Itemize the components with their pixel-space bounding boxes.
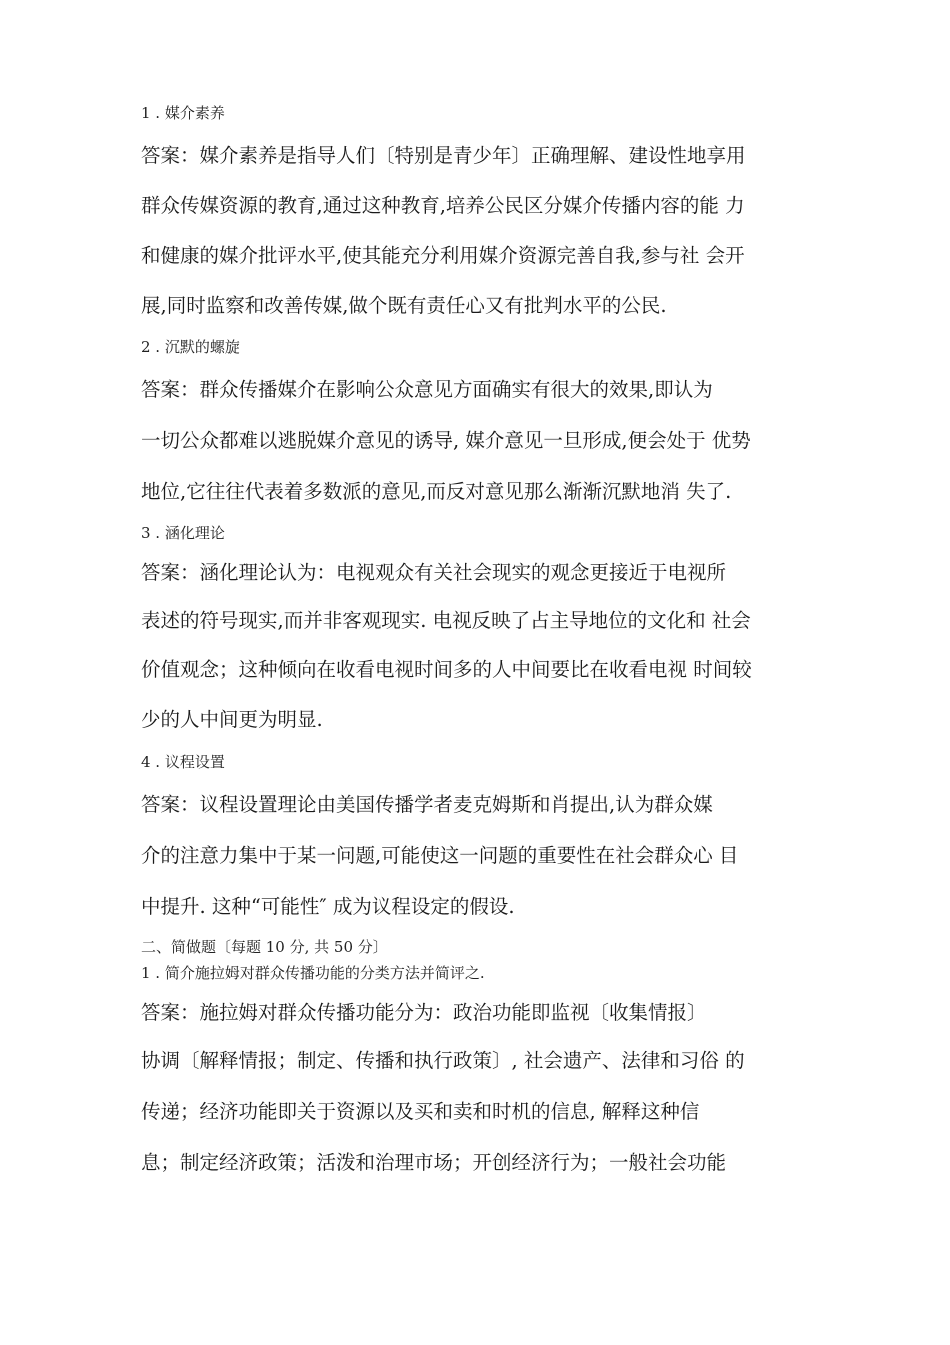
answer-line: 价值观念；这种倾向在收看电视时间多的人中间要比在收看电视 时间较 — [141, 658, 752, 681]
answer-line: 少的人中间更为明显. — [141, 708, 323, 731]
answer-line: 群众传媒资源的教育,通过这种教育,培养公民区分媒介传播内容的能 力 — [141, 194, 745, 217]
answer-line: 答案：议程设置理论由美国传播学者麦克姆斯和肖提出,认为群众媒 — [141, 793, 713, 816]
answer-line: 答案：涵化理论认为：电视观众有关社会现实的观念更接近于电视所 — [141, 561, 727, 584]
section-heading-short-answer: 二、简做题〔每题 10 分, 共 50 分〕 — [141, 938, 388, 956]
answer-line: 表述的符号现实,而并非客观现实. 电视反映了占主导地位的文化和 社会 — [141, 609, 751, 632]
answer-line: 介的注意力集中于某一问题,可能使这一问题的重要性在社会群众心 目 — [141, 844, 739, 867]
term-heading-cultivation-theory: 3 . 涵化理论 — [141, 524, 225, 542]
term-heading-agenda-setting: 4 . 议程设置 — [141, 753, 225, 771]
answer-line: 答案：媒介素养是指导人们〔特别是青少年〕正确理解、建设性地享用 — [141, 144, 746, 167]
answer-line: 答案：施拉姆对群众传播功能分为：政治功能即监视〔收集情报〕 — [141, 1001, 707, 1024]
answer-line: 一切公众都难以逃脱媒介意见的诱导, 媒介意见一旦形成,便会处于 优势 — [141, 429, 751, 452]
answer-line: 传递；经济功能即关于资源以及买和卖和时机的信息, 解释这种信 — [141, 1100, 700, 1123]
question-heading-schramm: 1 . 简介施拉姆对群众传播功能的分类方法并简评之. — [141, 964, 485, 982]
answer-line: 中提升. 这种“可能性″ 成为议程设定的假设. — [141, 895, 515, 918]
answer-line: 地位,它往往代表着多数派的意见,而反对意见那么渐渐沉默地消 失了. — [141, 480, 732, 503]
answer-line: 和健康的媒介批评水平,使其能充分利用媒介资源完善自我,参与社 会开 — [141, 244, 745, 267]
answer-line: 答案：群众传播媒介在影响公众意见方面确实有很大的效果,即认为 — [141, 378, 713, 401]
answer-line: 展,同时监察和改善传媒,做个既有责任心又有批判水平的公民. — [141, 294, 667, 317]
answer-line: 协调〔解释情报；制定、传播和执行政策〕, 社会遗产、法律和习俗 的 — [141, 1049, 745, 1072]
term-heading-spiral-of-silence: 2 . 沉默的螺旋 — [141, 338, 240, 356]
answer-line: 息；制定经济政策；活泼和治理市场；开创经济行为；一般社会功能 — [141, 1151, 727, 1174]
term-heading-media-literacy: 1 . 媒介素养 — [141, 104, 225, 122]
